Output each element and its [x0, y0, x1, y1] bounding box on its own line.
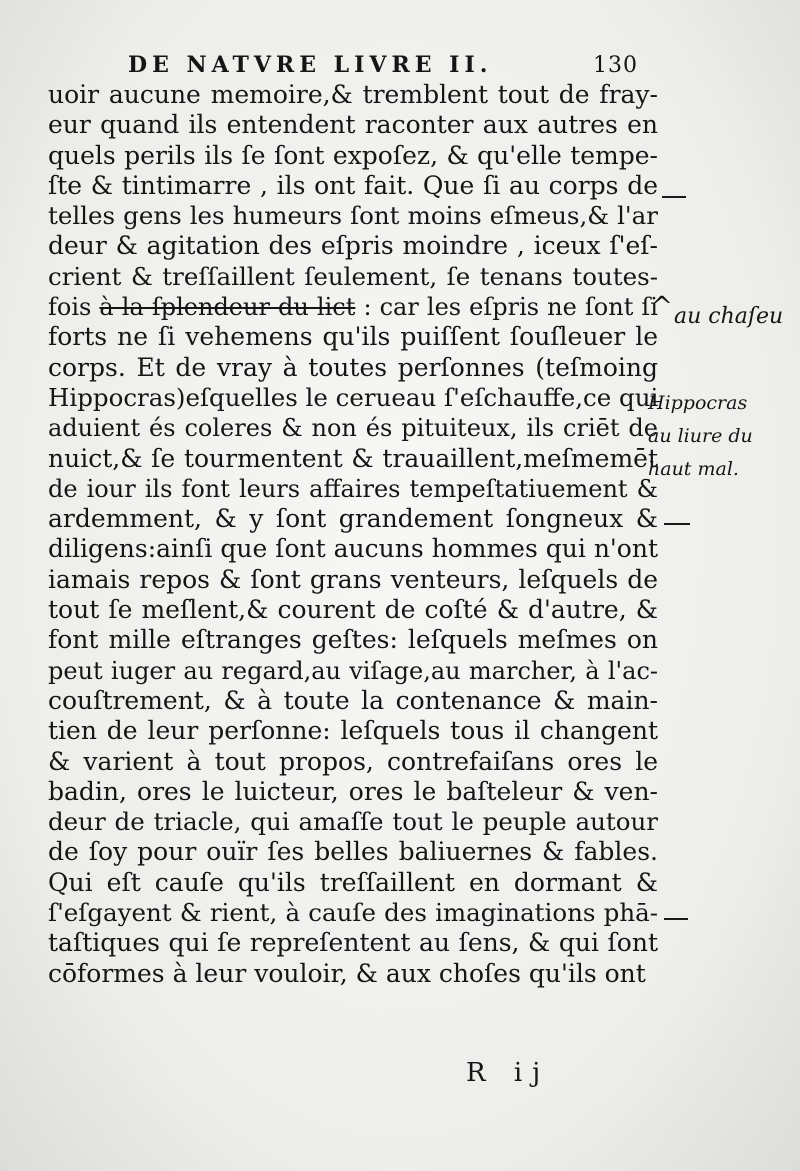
handwritten-insertion: au chaſeu: [674, 304, 784, 329]
text-line: Qui eſt cauſe qu'ils treſſaillent en dormant &: [48, 867, 658, 897]
text-line: couſtrement, & à toute la contenance & main-: [48, 685, 658, 715]
running-header: [128, 52, 638, 78]
text-line: iamais repos & ſont grans venteurs, leſquels de: [48, 564, 658, 594]
text-line: ſte & tintimarre , ils ont fait. Que ſi au corps de: [48, 170, 658, 200]
margin-citation-line: Hippocras: [648, 392, 748, 414]
text-line: ſ'eſgayent & rient, à cauſe des imaginations phā-: [48, 898, 658, 928]
text-line: deur & agitation des eſpris moindre , iceux ſ'eſ-: [48, 231, 658, 261]
text-line: crient & treſſaillent ſeulement, ſe tenans toutes-: [48, 261, 658, 291]
text-line: quels perils ils ſe ſont expoſez, & qu'elle tempe-: [48, 140, 658, 170]
margin-dash: [664, 918, 688, 920]
text-line: taſtiques qui ſe repreſentent au ſens, & qui ſont: [48, 928, 658, 958]
line-start: fois: [48, 293, 92, 322]
struck-out-text: à la ſplendeur du lict: [99, 293, 356, 322]
text-line: uoir aucune memoire,& tremblent tout de fray-: [48, 80, 658, 109]
text-line: tout ſe meſlent,& courent de coſté & d'autre, &: [48, 595, 658, 625]
text-line: nuict,& ſe tourmentent & trauaillent,meſmemēt: [48, 443, 658, 473]
margin-citation-line: haut mal.: [648, 458, 739, 480]
text-line: cōformes à leur vouloir, & aux choſes qu'ils ont: [48, 958, 646, 988]
text-line: tien de leur perſonne: leſquels tous il changent: [48, 716, 658, 746]
text-line: peut iuger au regard,au viſage,au marcher, à l'ac-: [48, 656, 658, 685]
text-line: de ſoy pour ouïr ſes belles baliuernes & fables.: [48, 837, 658, 867]
text-line: ardemment, & y ſont grandement ſongneux &: [48, 504, 658, 534]
text-line: diligens:ainſi que ſont aucuns hommes qui n'ont: [48, 534, 658, 564]
text-line: font mille eſtranges geſtes: leſquels meſmes on: [48, 625, 658, 655]
margin-dash: [664, 523, 690, 525]
text-line: badin, ores le luicteur, ores le baſteleur & ven-: [48, 776, 658, 806]
text-line: forts ne ſi vehemens qu'ils puiſſent ſouſleuer le: [48, 322, 658, 352]
text-line: aduient és coleres & non és pituiteux, ils criēt de: [48, 414, 658, 443]
running-title: DE NATVRE LIVRE II.: [128, 52, 493, 78]
margin-citation-line: au liure du: [648, 425, 753, 447]
text-line: deur de triacle, qui amaſſe tout le peuple autour: [48, 807, 658, 837]
page-number: 130: [593, 53, 638, 78]
insertion-caret: ^: [651, 292, 673, 322]
line-rest: : car les eſpris ne ſont ſi: [363, 293, 658, 322]
text-block: [48, 80, 658, 989]
text-line: corps. Et de vray à toutes perſonnes (teſmoing: [48, 352, 658, 382]
text-line: & varient à tout propos, contrefaiſans ores le: [48, 746, 658, 776]
text-line: Hippocras)eſquelles le cerueau ſ'eſchauffe,ce qui: [48, 382, 659, 412]
text-line: eur quand ils entendent raconter aux autres en: [48, 110, 658, 140]
text-line-with-deletion: [48, 292, 658, 322]
margin-dash: [662, 196, 686, 198]
text-line: telles gens les humeurs ſont moins eſmeus,& l'ar: [48, 201, 658, 231]
signature-mark: R ij: [466, 1058, 551, 1088]
text-line: de iour ils font leurs affaires tempeſtatiuement &: [48, 474, 658, 503]
